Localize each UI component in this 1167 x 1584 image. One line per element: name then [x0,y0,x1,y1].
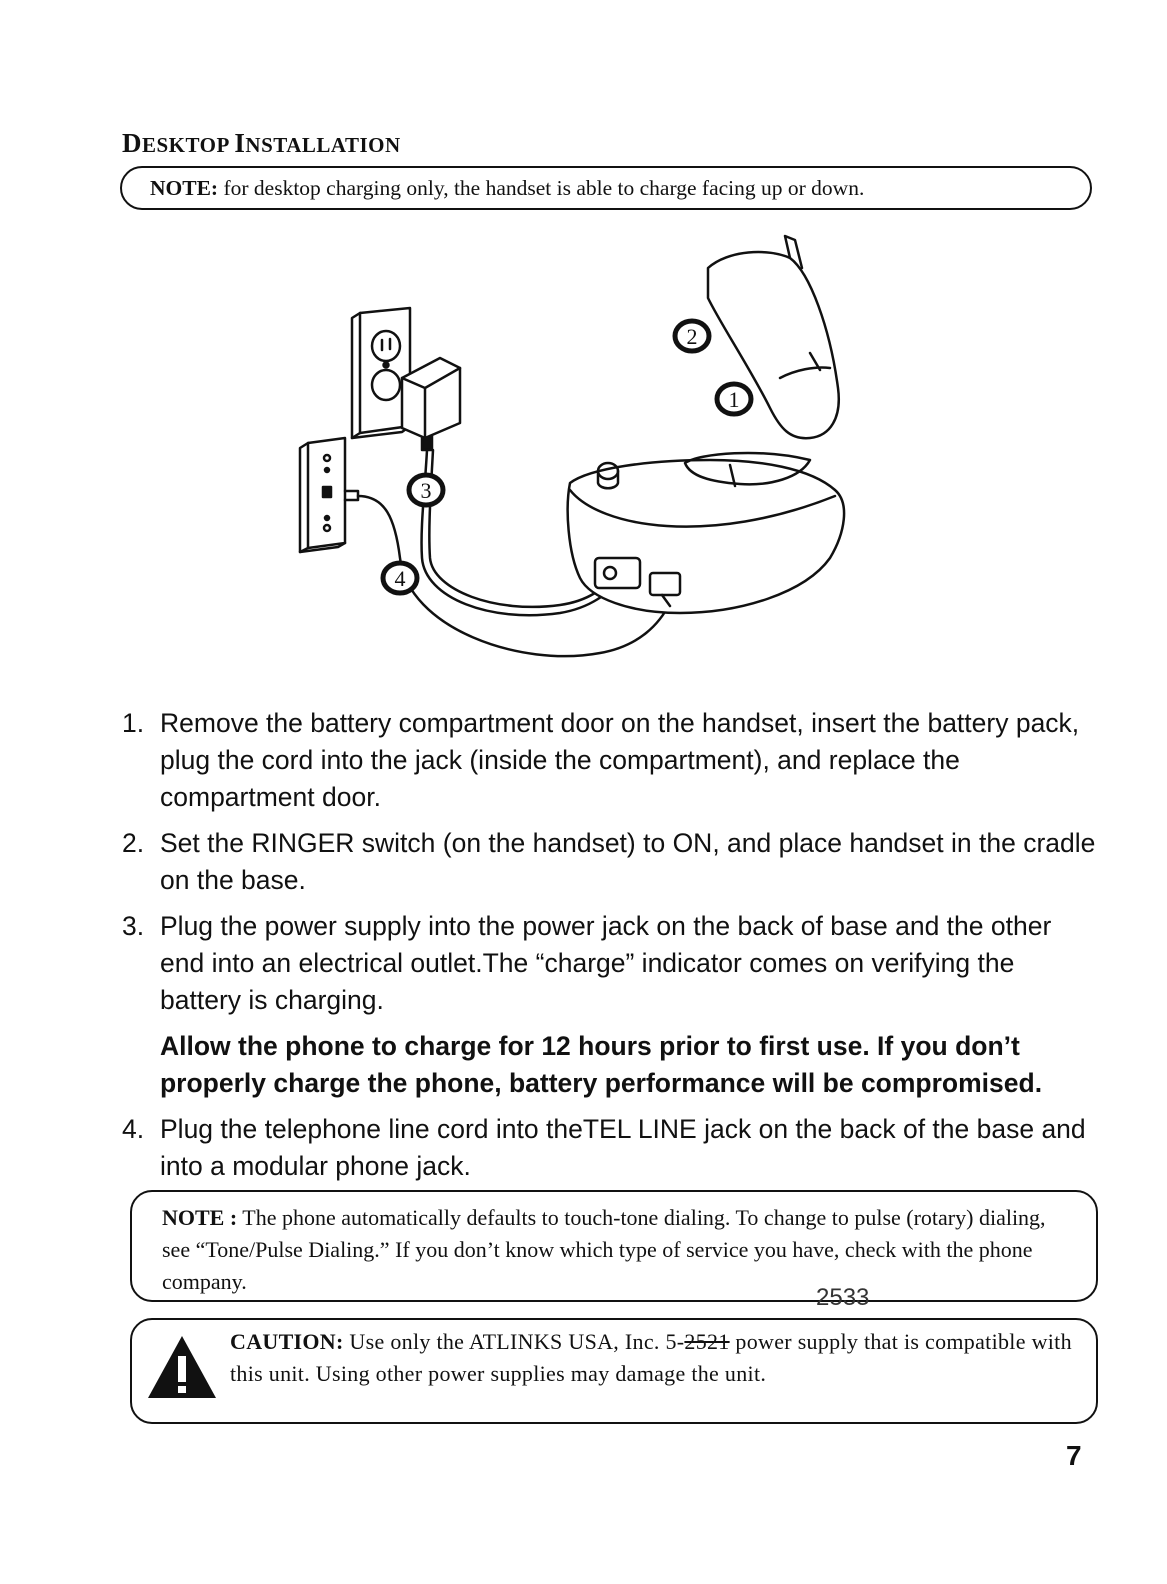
step-1 [122,705,1102,816]
step-text: Plug the telephone line cord into theTEL LINE jack on the back of the base and into a modular phone jack. [160,1114,1086,1181]
callout-1 [717,384,751,414]
svg-text:4: 4 [394,566,406,591]
charge-warning: Allow the phone to charge for 12 hours prior to first use. If you don’t properly charge the phone, battery performance will be compromised. [160,1031,1043,1098]
svg-text:3: 3 [420,478,432,503]
step-3 [122,908,1102,1019]
caution-text-1: Use only the ATLINKS USA, Inc. 5- [343,1329,685,1354]
step-number: 3. [122,911,145,941]
top-note-text: for desktop charging only, the handset is able to charge facing up or down. [218,176,865,200]
step-number: 1. [122,708,145,738]
step-text: Plug the power supply into the power jack on the back of base and the other end into an electrical outlet.The “charge” indicator comes on verifying the battery is charging. [160,911,1052,1015]
callout-2 [675,321,709,351]
section-title: DESKTOP INSTALLATION [122,128,401,158]
page-number: 7 [1066,1440,1082,1471]
charging-base-icon [568,453,844,613]
phone-wall-jack-icon [300,438,358,552]
handwritten-number: 2533 [816,1284,870,1311]
bottom-note-label: NOTE : [162,1205,238,1230]
bottom-note-text: The phone automatically defaults to touch-tone dialing. To change to pulse (rotary) dialing, see “Tone/Pulse Dialing.” If you don’t know which type of service you have, check with the phone company. [162,1205,1046,1294]
top-note-box [120,166,1092,210]
caution-label: CAUTION: [230,1329,344,1354]
svg-text:2: 2 [686,324,698,349]
warning-triangle-icon [146,1334,218,1400]
installation-illustration [290,228,860,668]
caution-box [130,1318,1098,1424]
bottom-note-box [130,1190,1098,1302]
step-4 [122,1111,1102,1185]
step-text: Remove the battery compartment door on the handset, insert the battery pack, plug the cord into the jack (inside the compartment), and replace the compartment door. [160,708,1080,812]
callout-4 [383,563,417,593]
top-note-label: NOTE: [150,176,219,200]
step-number: 2. [122,828,145,858]
svg-text:1: 1 [728,387,740,412]
struck-model-number: 2521 [684,1329,730,1354]
step-2 [122,825,1102,899]
caution-text-2: power supply that is compatible with this unit. Using other power supplies may damage the unit. [230,1329,1072,1386]
callout-3 [409,475,443,505]
instruction-steps [122,705,1102,1194]
step-number: 4. [122,1114,145,1144]
step-text: Set the RINGER switch (on the handset) to ON, and place handset in the cradle on the base. [160,828,1096,895]
